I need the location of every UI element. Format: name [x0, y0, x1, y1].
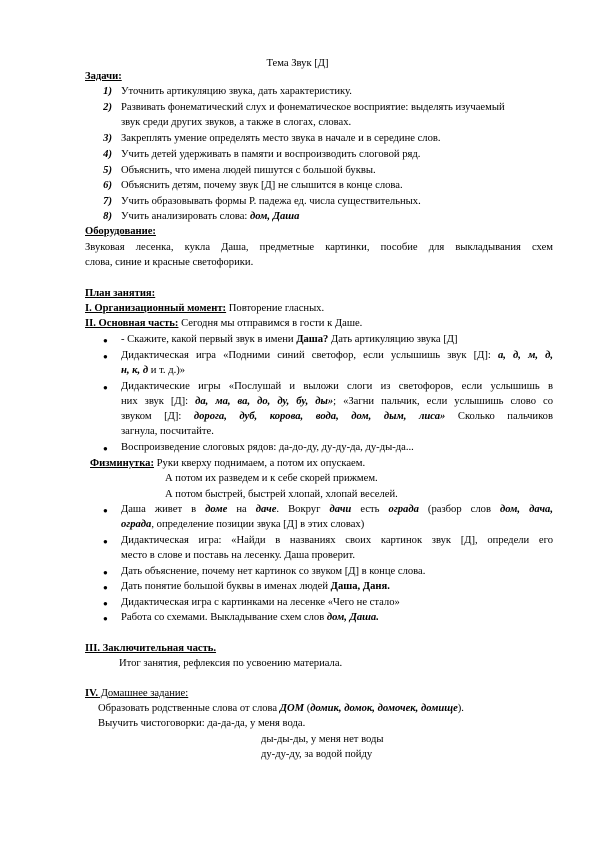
list-item: [121, 611, 553, 624]
list-item: Учить образовывать формы Р. падежа ед. числа существительных.: [121, 196, 421, 207]
list-item: [121, 580, 553, 593]
list-item-text: звуком [Д]:: [121, 411, 194, 422]
homework-text: Выучить чистоговорки:: [98, 718, 208, 729]
list-item: Объяснить детям, почему звук [Д] не слышится в конце слова.: [121, 180, 403, 191]
section-1-label: I. Организационный момент:: [85, 303, 227, 314]
section-2-text: Сегодня мы отправимся в гости к Даше.: [178, 318, 363, 329]
list-number: 7): [103, 196, 112, 207]
list-item-text: Работа со схемами. Выкладывание схем слов: [121, 612, 327, 623]
list-item: Дидактические игры «Послушай и выложи слоги из светофоров, если услышишь в: [121, 381, 553, 392]
list-item-text: Дать артикуляцию звука [Д]: [328, 334, 458, 345]
list-item: звук среди других звуков, а также в слогах, словах.: [121, 117, 352, 128]
section-3-text: Итог занятия, рефлексия по усвоению материала.: [119, 658, 343, 669]
list-item: загнула, посчитайте.: [121, 426, 214, 437]
list-number: 2): [103, 102, 112, 113]
list-item: [121, 333, 553, 346]
bullet-icon: ●: [103, 383, 108, 392]
section-1: [85, 302, 324, 315]
list-number: 1): [103, 86, 112, 97]
homework-line: [98, 702, 464, 715]
list-number: 5): [103, 165, 112, 176]
list-item: [121, 395, 553, 408]
section-4: [85, 687, 188, 700]
list-item-italic: н, к, д: [121, 365, 149, 376]
list-item: [121, 364, 553, 377]
list-item-bold: Даша?: [296, 334, 329, 345]
plan-heading: План занятия:: [85, 288, 156, 299]
list-item-italic: дом, Даша.: [326, 612, 379, 623]
list-item-text: на: [227, 504, 256, 515]
list-item: Воспроизведение слоговых рядов: да-до-ду, ду-ду-да, ду-ды-да...: [121, 442, 414, 453]
list-item-bold: Даша, Даня.: [330, 581, 390, 592]
list-item-text: них звук [Д]:: [121, 396, 196, 407]
list-number: 4): [103, 149, 112, 160]
fizminutka: [90, 457, 365, 470]
homework-text: да-да-да, у меня вода.: [207, 718, 306, 729]
list-item-text: - Скажите, какой первый звук в имени: [121, 334, 297, 345]
homework-text: Образовать родственные слова от слова: [98, 703, 280, 714]
list-number: 3): [103, 133, 112, 144]
equipment-heading: Оборудование:: [85, 226, 156, 237]
list-item-text: Дать понятие большой буквы в именах людей: [121, 581, 331, 592]
section-2-label: II. Основная часть:: [85, 318, 179, 329]
list-item-text: Учить анализировать слова:: [121, 211, 251, 222]
list-item-italic: дорога, дуб, корова, вода, дом, дым, лиса»: [193, 411, 446, 422]
list-item-text: ; «Загни пальчик, если услышишь слово со: [333, 396, 553, 407]
fizminutka-line: А потом быстрей, быстрей хлопай, хлопай веселей.: [165, 489, 398, 500]
list-item: [121, 210, 299, 223]
list-item: Уточнить артикуляцию звука, дать характеристику.: [121, 86, 352, 97]
list-item: [121, 518, 553, 531]
equipment-text-line2: слова, синие и красные светофорики.: [85, 257, 254, 268]
list-item-text: Дидактическая игра «Подними синий светофор, если услышишь звук [Д]:: [121, 350, 498, 361]
homework-line: ды-ды-ды, у меня нет воды: [261, 734, 384, 745]
equipment-text-line1: Звуковая лесенка, кукла Даша, предметные картинки, пособие для выкладывания схем: [85, 242, 553, 253]
list-item-text: Сколько пальчиков: [445, 411, 553, 422]
bullet-icon: ●: [103, 506, 108, 515]
list-item: Развивать фонематический слух и фонематическое восприятие: выделять изучаемый: [121, 102, 505, 113]
list-item: Дать объяснение, почему нет картинок со звуком [Д] в конце слова.: [121, 566, 426, 577]
list-item-text: и т. д.)»: [148, 365, 186, 376]
bullet-icon: ●: [103, 583, 108, 592]
list-item: [121, 349, 553, 362]
page-title: Тема Звук [Д]: [266, 58, 329, 69]
list-item: Закреплять умение определять место звука в начале и в середине слов.: [121, 133, 441, 144]
list-item-text: есть: [351, 504, 389, 515]
list-item: Объяснить, что имена людей пишутся с большой буквы.: [121, 165, 376, 176]
list-item-italic: ограда: [388, 504, 419, 515]
list-item-italic: даче: [255, 504, 277, 515]
tasks-heading: Задачи:: [85, 71, 122, 82]
bullet-icon: ●: [103, 537, 108, 546]
list-number: 8): [103, 211, 112, 222]
section-2: [85, 317, 362, 330]
list-item: [121, 503, 553, 516]
bullet-icon: ●: [103, 568, 108, 577]
list-item: Дидактическая игра: «Найди в названиях своих картинок звук [Д], определи его: [121, 535, 553, 546]
list-item-italic: ограда: [121, 519, 152, 530]
section-3-label: III. Заключительная часть.: [85, 643, 217, 654]
list-item-italic: дачи: [329, 504, 352, 515]
list-item-words: дом, Даша: [250, 211, 300, 222]
list-item: [121, 410, 553, 423]
homework-text: (: [304, 703, 311, 714]
fizminutka-label: Физминутка:: [90, 458, 155, 469]
list-item: место в слове и поставь на лесенку. Даша проверит.: [121, 550, 356, 561]
homework-line: ду-ду-ду, за водой пойду: [261, 749, 373, 760]
homework-text: ).: [457, 703, 464, 714]
list-item-italic: доме: [205, 504, 228, 515]
list-item: Учить детей удерживать в памяти и воспроизводить слоговой ряд.: [121, 149, 421, 160]
list-item: Дидактическая игра с картинками на лесенке «Чего не стало»: [121, 597, 400, 608]
bullet-icon: ●: [103, 599, 108, 608]
list-item-italic: да, ма, ва, до, ду, бу, ды»: [195, 396, 334, 407]
bullet-icon: ●: [103, 614, 108, 623]
bullet-icon: ●: [103, 336, 108, 345]
list-item-text: (разбор слов: [418, 504, 500, 515]
section-4-heading: Домашнее задание:: [98, 688, 189, 699]
list-number: 6): [103, 180, 112, 191]
list-item-text: , определение позиции звука [Д] в этих словах): [151, 519, 365, 530]
list-item-italic: а, д, м, д,: [497, 350, 553, 361]
fizminutka-text: Руки кверху поднимаем, а потом их опускаем.: [154, 458, 366, 469]
list-item-text: Даша живет в: [121, 504, 206, 515]
section-4-label: IV.: [85, 688, 99, 699]
bullet-icon: ●: [103, 444, 108, 453]
homework-line: [98, 717, 305, 730]
homework-italic: домик, домок, домочек, домище: [310, 703, 458, 714]
list-item-text: . Вокруг: [276, 504, 330, 515]
homework-italic: ДОМ: [279, 703, 305, 714]
bullet-icon: ●: [103, 352, 108, 361]
section-1-text: Повторение гласных.: [226, 303, 325, 314]
list-item-italic: дом, дача,: [499, 504, 553, 515]
fizminutka-line: А потом их разведем и к себе скорей прижмем.: [165, 473, 378, 484]
